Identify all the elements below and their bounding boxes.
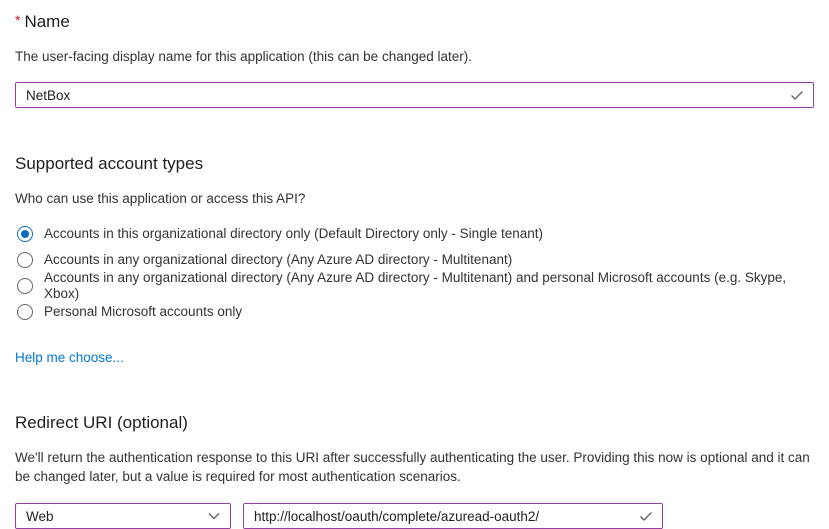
- platform-select[interactable]: [15, 503, 231, 529]
- platform-select-value: Web: [26, 508, 54, 524]
- redirect-uri-input[interactable]: [244, 504, 662, 528]
- redirect-uri-controls: [15, 503, 814, 529]
- redirect-uri-input-container: [243, 503, 663, 529]
- radio-option-label: Accounts in any organizational directory (Any Azure AD directory - Multitenant) and personal Microsoft accounts (e.g. Skype, Xbox): [44, 270, 787, 301]
- radio-option-single-tenant[interactable]: [15, 221, 814, 247]
- radio-option-multitenant-personal[interactable]: [15, 270, 814, 301]
- chevron-down-icon: [207, 509, 221, 523]
- radio-button-icon[interactable]: [17, 304, 33, 320]
- required-asterisk: *: [15, 12, 21, 28]
- name-input[interactable]: [16, 83, 813, 107]
- name-field-description: The user-facing display name for this application (this can be changed later).: [15, 49, 472, 64]
- name-field-label: Name: [24, 12, 70, 31]
- redirect-uri-description: We'll return the authentication response to this URI after successfully authenticating the user. Providing this now is optional and it can be changed later, but a value is required for most authentication scenarios.: [15, 450, 810, 484]
- valid-check-icon: [789, 87, 805, 103]
- radio-button-icon[interactable]: [17, 278, 33, 294]
- supported-account-types-title: Supported account types: [15, 154, 204, 173]
- name-input-container: [15, 82, 814, 108]
- radio-button-icon[interactable]: [17, 252, 33, 268]
- account-types-question: Who can use this application or access this API?: [15, 191, 306, 206]
- redirect-uri-title: Redirect URI (optional): [15, 413, 188, 432]
- radio-option-personal-only[interactable]: [15, 299, 814, 325]
- radio-option-label: Accounts in any organizational directory (Any Azure AD directory - Multitenant): [44, 252, 513, 267]
- radio-option-label: Accounts in this organizational directory only (Default Directory only - Single tenant): [44, 226, 543, 241]
- radio-option-label: Personal Microsoft accounts only: [44, 304, 243, 319]
- radio-button-icon[interactable]: [17, 226, 33, 242]
- account-types-radio-group: [15, 221, 814, 325]
- help-me-choose-link[interactable]: Help me choose...: [15, 350, 124, 365]
- name-field-title: [15, 10, 814, 34]
- valid-check-icon: [638, 508, 654, 524]
